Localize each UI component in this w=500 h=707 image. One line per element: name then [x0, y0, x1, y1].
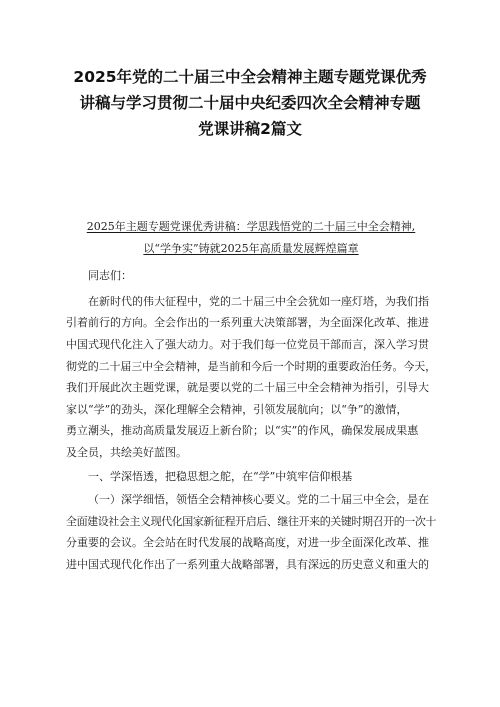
document-title-line: 讲稿与学习贯彻二十届中央纪委四次全会精神专题 — [79, 94, 421, 112]
paragraph-line: 在新时代的伟大征程中，党的二十届三中全会犹如一座灯塔，为我们指 — [88, 294, 429, 308]
paragraph-line: 及全员，共绘美好蓝图。 — [66, 445, 187, 459]
section-heading: 一、学深悟透，把稳思想之舵，在“学”中筑牢信仰根基 — [88, 469, 353, 483]
paragraph-line: 勇立潮头，推动高质量发展迈上新台阶；以“实”的作风，确保发展成果惠 — [66, 424, 419, 438]
paragraph-line: 中国式现代化注入了强大动力。对于我们每一位党员干部而言，深入学习贯 — [66, 337, 429, 351]
paragraph-line: 我们开展此次主题党课，就是要以党的二十届三中全会精神为指引，引导大 — [66, 381, 429, 395]
section-subtitle-line: 以“学争实”铸就2025年高质量发展辉煌篇章 — [143, 241, 359, 255]
document-title — [40, 64, 460, 142]
paragraph-line: 家以“学”的劲头，深化理解全会精神，引领发展航向；以“争”的激情， — [66, 402, 408, 416]
paragraph-line: 进中国式现代化作出了一系列重大战略部署，具有深远的历史意义和重大的 — [66, 557, 429, 571]
paragraph-line: 全面建设社会主义现代化国家新征程开启后、继往开来的关键时期召开的一次十 — [66, 514, 436, 528]
paragraph-line: 引着前行的方向。全会作出的一系列重大决策部署，为全面深化改革、推进 — [66, 316, 429, 330]
document-title-line: 党课讲稿2篇文 — [198, 120, 302, 138]
paragraph-line: （一）深学细悟，领悟全会精神核心要义。党的二十届三中全会，是在 — [88, 493, 429, 507]
section-subtitle — [66, 216, 436, 259]
document-title-line: 2025年党的二十届三中全会精神主题专题党课优秀 — [73, 68, 427, 86]
salutation: 同志们： — [88, 269, 132, 283]
paragraph-line: 分重要的会议。全会站在时代发展的战略高度，对进一步全面深化改革、推 — [66, 536, 429, 550]
paragraph-section-one — [66, 489, 436, 575]
document-body — [66, 216, 436, 578]
section-subtitle-line: 2025年主题专题党课优秀讲稿：学思践悟党的二十届三中全会精神, — [86, 220, 416, 233]
paragraph-line: 彻党的二十届三中全会精神，是当前和今后一个时期的重要政治任务。今天， — [66, 359, 436, 373]
paragraph-intro — [66, 291, 436, 464]
